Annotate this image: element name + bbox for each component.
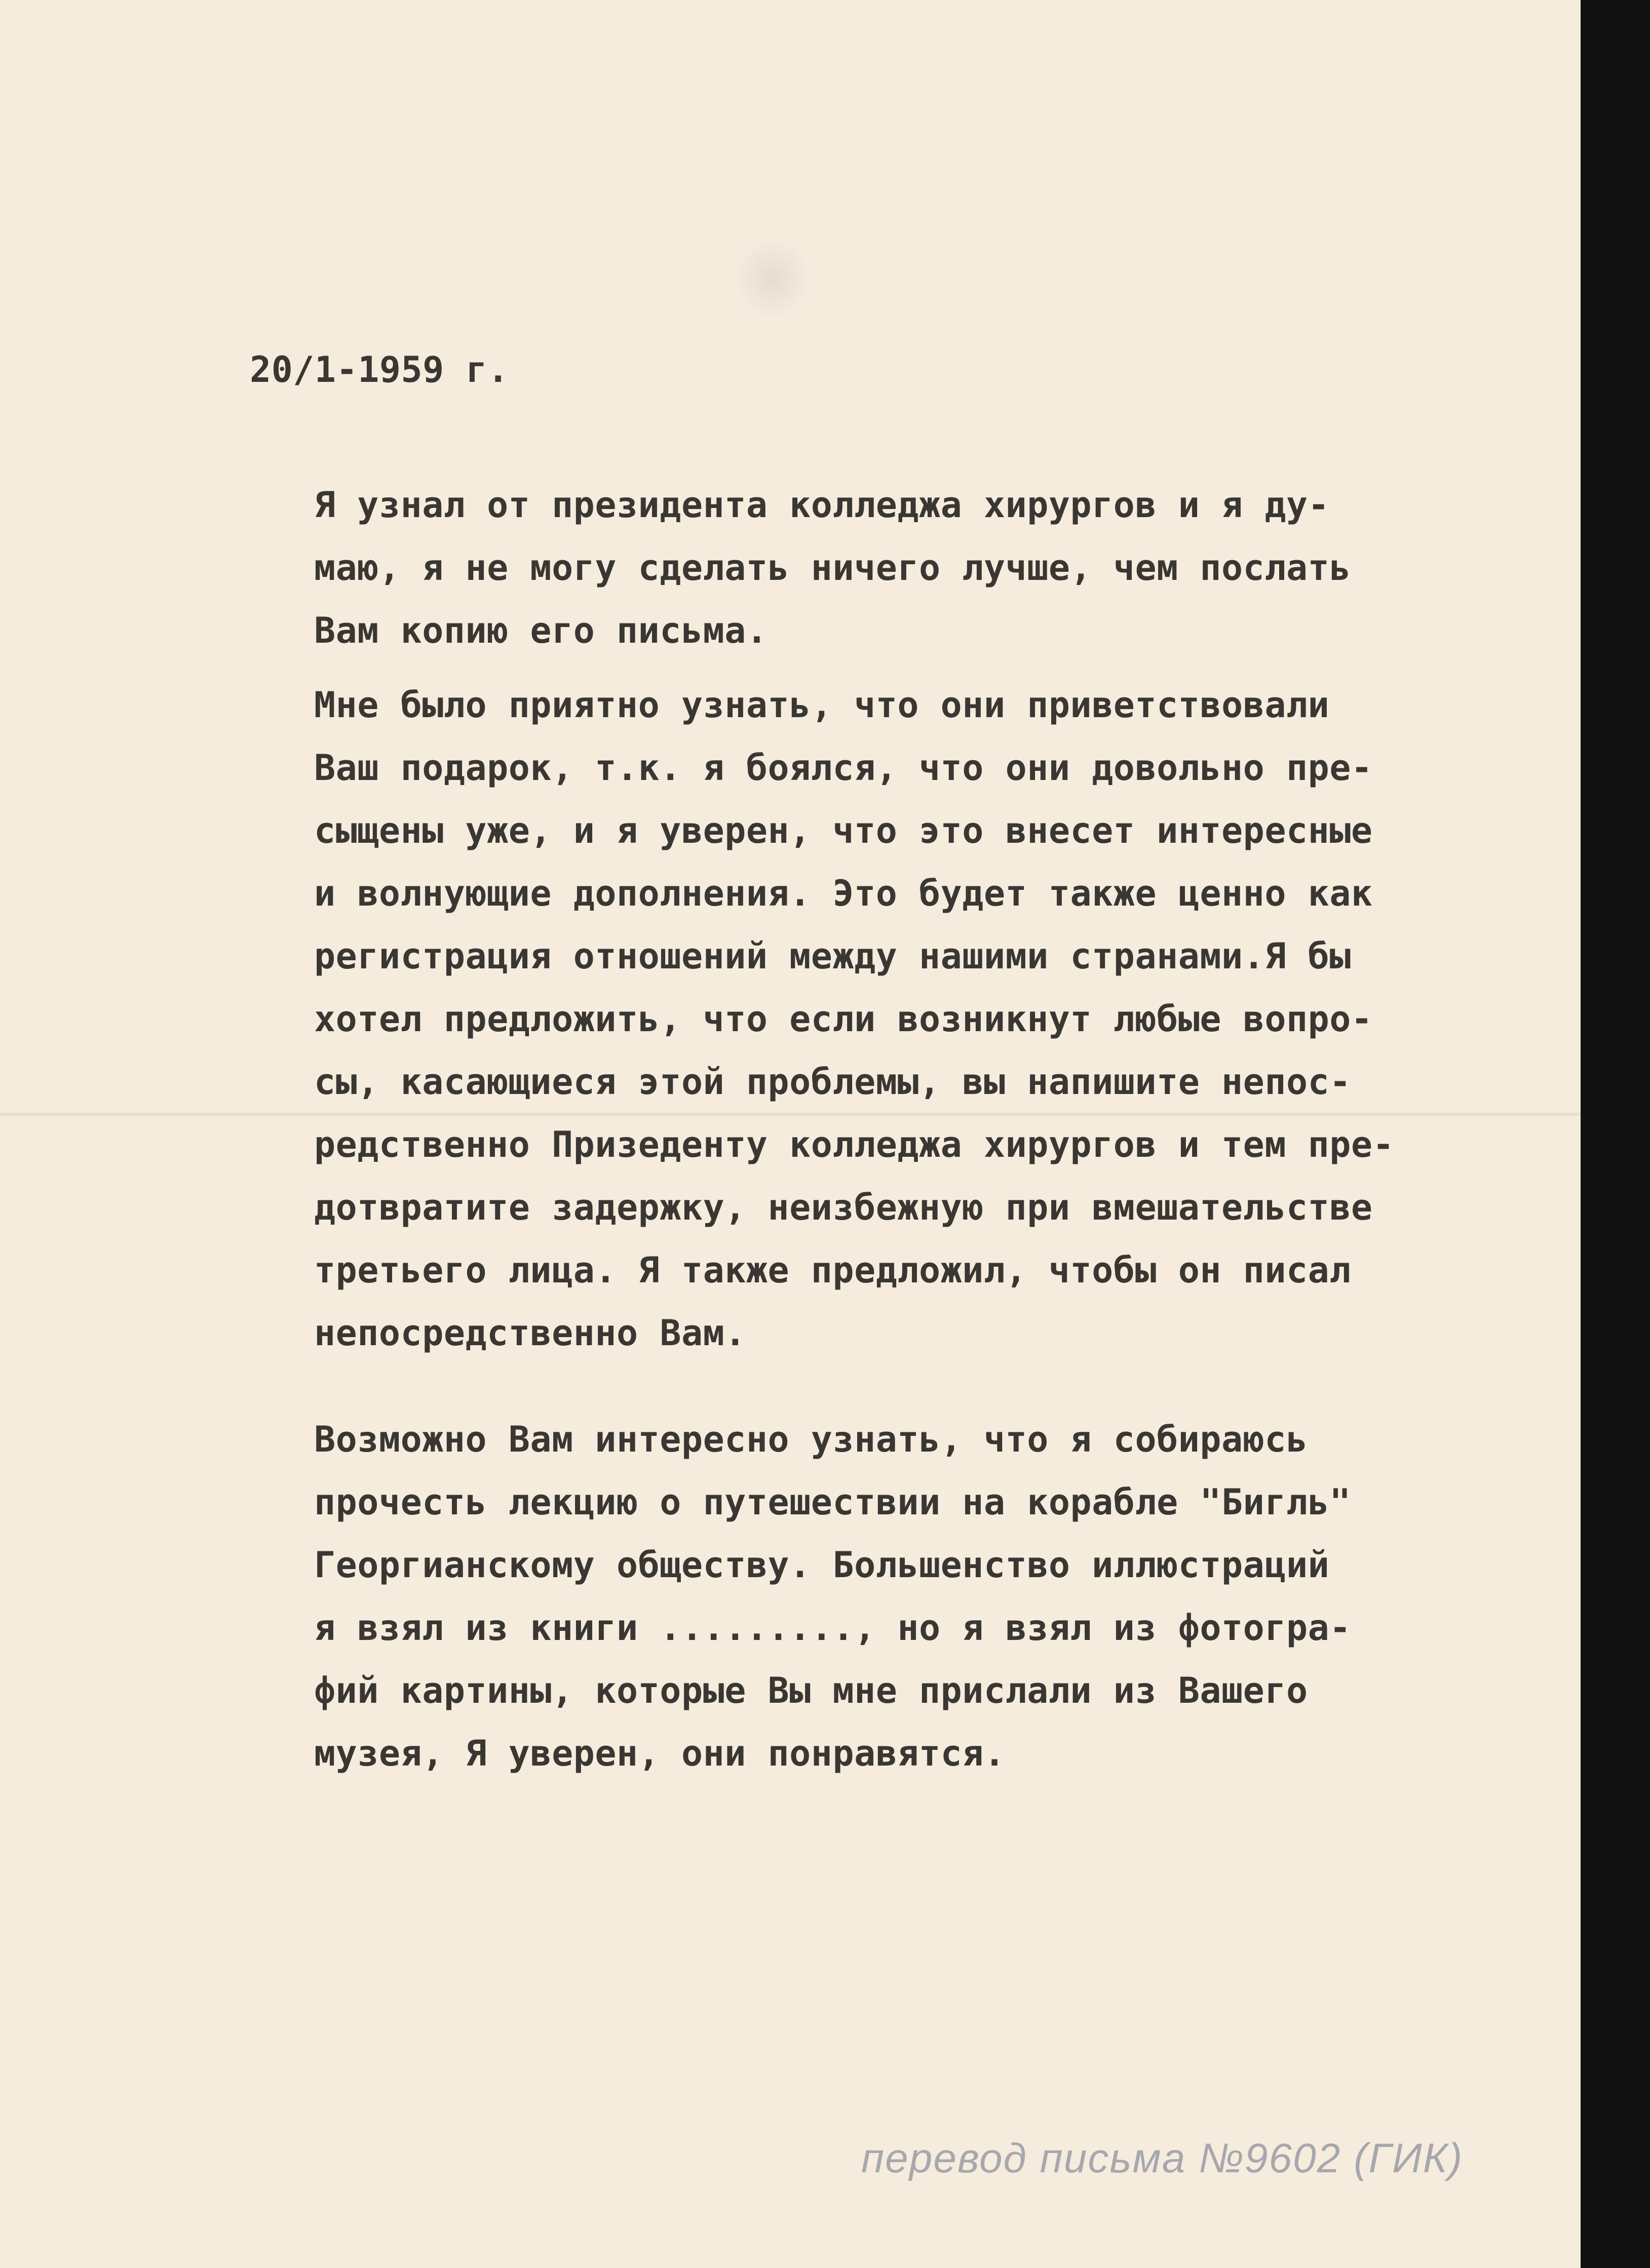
- paper-smudge: [735, 238, 811, 319]
- paragraph-2: Мне было приятно узнать, что они приветствовали Ваш подарок, т.к. я боялся, что они довольно пре- сыщены уже, и я уверен, что это внесет интересные и волнующие дополнения. Это будет также ценно как регистрация отношений между нашими странами.Я бы хотел предложить, что если возникнут любые вопро- сы, касающиеся этой проблемы, вы напишите непос- редственно Призеденту колледжа хирургов и тем пре- дотвратите задержку, неизбежную при вмешательстве третьего лица. Я также предложил, чтобы он писал непосредственно Вам.: [314, 684, 1395, 1354]
- paragraph-1: Я узнал от президента колледжа хирургов и я ду- маю, я не могу сделать ничего лучше, чем послать Вам копию его письма.: [314, 484, 1351, 651]
- letter-date: 20/1-1959 г.: [250, 349, 509, 390]
- archive-pencil-note: перевод письма №9602 (ГИК): [861, 2135, 1464, 2181]
- paragraph-3: Возможно Вам интересно узнать, что я собираюсь прочесть лекцию о путешествии на корабле "Бигль" Георгианскому обществу. Большенство иллюстраций я взял из книги ........., но я взял из фотогра- фий картины, которые Вы мне прислали из Вашего музея, Я уверен, они понравятся.: [314, 1419, 1351, 1774]
